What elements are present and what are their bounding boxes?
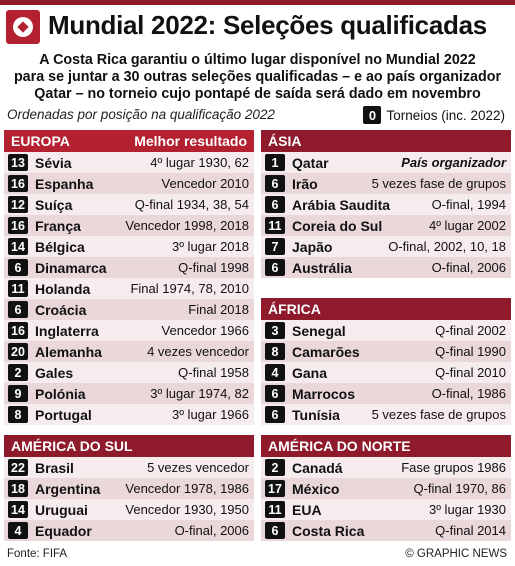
panel-america-norte bbox=[261, 435, 511, 541]
best-result: Vencedor 1930, 1950 bbox=[125, 502, 249, 517]
tournament-count-badge: 6 bbox=[265, 385, 285, 402]
panel-africa bbox=[261, 298, 511, 425]
team-row bbox=[261, 383, 511, 404]
team-row bbox=[4, 152, 254, 173]
tournament-count-badge: 22 bbox=[8, 459, 28, 476]
best-result: O-final, 2006 bbox=[174, 523, 249, 538]
team-row bbox=[261, 362, 511, 383]
team-row bbox=[261, 404, 511, 425]
team-name: Camarões bbox=[292, 343, 360, 360]
team-name: Austrália bbox=[292, 259, 352, 276]
best-result: 3º lugar 2018 bbox=[171, 239, 249, 254]
team-name: Dinamarca bbox=[35, 259, 107, 276]
top-bar bbox=[0, 0, 515, 5]
best-result: 3º lugar 1966 bbox=[171, 407, 249, 422]
page-title: Mundial 2022: Seleções qualificadas bbox=[48, 10, 487, 40]
team-name: Croácia bbox=[35, 301, 87, 318]
best-result: Q-final 1970, 86 bbox=[413, 481, 506, 496]
team-name: Japão bbox=[292, 238, 333, 255]
tournament-count-badge: 1 bbox=[265, 154, 285, 171]
team-row bbox=[4, 299, 254, 320]
tournament-count-badge: 6 bbox=[8, 259, 28, 276]
team-name: Espanha bbox=[35, 175, 94, 192]
team-name: Brasil bbox=[35, 459, 74, 476]
best-result: Final 1974, 78, 2010 bbox=[130, 281, 249, 296]
intro-text bbox=[0, 52, 515, 103]
best-result: Q-final 1998 bbox=[178, 260, 249, 275]
tournament-count-badge: 8 bbox=[8, 406, 28, 423]
team-list bbox=[261, 152, 511, 278]
team-row bbox=[4, 520, 254, 541]
tournament-count-badge: 2 bbox=[8, 364, 28, 381]
team-name: Tunísia bbox=[292, 406, 340, 423]
best-result: Final 2018 bbox=[188, 302, 249, 317]
team-row bbox=[261, 215, 511, 236]
team-row bbox=[4, 478, 254, 499]
tournament-count-badge: 6 bbox=[265, 196, 285, 213]
tournament-count-badge: 11 bbox=[8, 280, 28, 297]
tournament-count-badge: 6 bbox=[265, 175, 285, 192]
column-title: Melhor resultado bbox=[134, 133, 247, 149]
team-row bbox=[261, 457, 511, 478]
panel-europa bbox=[4, 130, 254, 425]
team-name: Holanda bbox=[35, 280, 91, 297]
team-name: Inglaterra bbox=[35, 322, 99, 339]
panel-title: AMÉRICA DO NORTE bbox=[268, 438, 411, 454]
team-row bbox=[4, 278, 254, 299]
team-row bbox=[4, 257, 254, 278]
best-result: Q-final 1934, 38, 54 bbox=[134, 197, 249, 212]
team-name: Suíça bbox=[35, 196, 73, 213]
tournament-count-badge: 4 bbox=[8, 522, 28, 539]
source: Fonte: FIFA bbox=[7, 548, 68, 560]
best-result: O-final, 1986 bbox=[431, 386, 506, 401]
team-row bbox=[4, 194, 254, 215]
panel-header bbox=[4, 435, 254, 457]
best-result: 5 vezes vencedor bbox=[147, 460, 249, 475]
team-name: Uruguai bbox=[35, 501, 88, 518]
best-result: Fase grupos 1986 bbox=[401, 460, 506, 475]
team-row bbox=[261, 257, 511, 278]
panel-title: ÁFRICA bbox=[268, 301, 321, 317]
team-name: Coreia do Sul bbox=[292, 217, 383, 234]
best-result: Vencedor 1966 bbox=[161, 323, 249, 338]
legend-label: Torneios (inc. 2022) bbox=[386, 107, 505, 123]
credit: © GRAPHIC NEWS bbox=[405, 548, 507, 560]
team-row bbox=[4, 457, 254, 478]
team-row bbox=[4, 236, 254, 257]
tournament-count-badge: 14 bbox=[8, 238, 28, 255]
tournament-count-badge: 18 bbox=[8, 480, 28, 497]
tournament-count-badge: 4 bbox=[265, 364, 285, 381]
best-result: 4º lugar 1930, 62 bbox=[150, 155, 249, 170]
team-name: Canadá bbox=[292, 459, 343, 476]
best-result: 3º lugar 1974, 82 bbox=[150, 386, 249, 401]
panel-header bbox=[261, 435, 511, 457]
best-result: Vencedor 1998, 2018 bbox=[125, 218, 249, 233]
best-result: Vencedor 1978, 1986 bbox=[125, 481, 249, 496]
team-row bbox=[261, 152, 511, 173]
team-name: Bélgica bbox=[35, 238, 85, 255]
team-row bbox=[261, 520, 511, 541]
panel-header bbox=[261, 130, 511, 152]
tournament-count-badge: 6 bbox=[8, 301, 28, 318]
tournament-count-badge: 16 bbox=[8, 322, 28, 339]
team-row bbox=[4, 320, 254, 341]
intro-line: Qatar – no torneio cujo pontapé de saída será dado em novembro bbox=[34, 86, 481, 102]
team-name: Gales bbox=[35, 364, 74, 381]
best-result: Q-final 2014 bbox=[435, 523, 506, 538]
best-result: O-final, 2006 bbox=[431, 260, 506, 275]
team-row bbox=[4, 173, 254, 194]
tournament-count-badge: 6 bbox=[265, 522, 285, 539]
tournament-count-badge: 13 bbox=[8, 154, 28, 171]
team-name: Portugal bbox=[35, 406, 92, 423]
panel-header bbox=[4, 130, 254, 152]
intro-line: A Costa Rica garantiu o último lugar disponível no Mundial 2022 bbox=[39, 52, 476, 68]
best-result: O-final, 2002, 10, 18 bbox=[388, 239, 506, 254]
team-name: Costa Rica bbox=[292, 522, 365, 539]
tournament-count-badge: 16 bbox=[8, 175, 28, 192]
team-row bbox=[261, 341, 511, 362]
best-result: 4º lugar 2002 bbox=[428, 218, 506, 233]
panel-america-sul bbox=[4, 435, 254, 541]
team-name: México bbox=[292, 480, 340, 497]
team-row bbox=[261, 478, 511, 499]
team-list bbox=[4, 152, 254, 425]
team-row bbox=[261, 236, 511, 257]
best-result: Q-final 1958 bbox=[178, 365, 249, 380]
tournament-count-badge: 9 bbox=[8, 385, 28, 402]
legend bbox=[363, 106, 505, 124]
team-name: França bbox=[35, 217, 81, 234]
best-result: O-final, 1994 bbox=[431, 197, 506, 212]
team-list bbox=[261, 457, 511, 541]
panel-title: EUROPA bbox=[11, 133, 70, 149]
tournament-count-badge: 8 bbox=[265, 343, 285, 360]
best-result: 5 vezes fase de grupos bbox=[371, 176, 506, 191]
tournament-count-badge: 16 bbox=[8, 217, 28, 234]
best-result: 4 vezes vencedor bbox=[147, 344, 249, 359]
team-name: Equador bbox=[35, 522, 92, 539]
intro-line: para se juntar a 30 outras seleções qualificadas – e ao país organizador bbox=[13, 69, 502, 85]
tournament-count-badge: 2 bbox=[265, 459, 285, 476]
team-row bbox=[261, 194, 511, 215]
tournament-count-badge: 7 bbox=[265, 238, 285, 255]
team-row bbox=[4, 341, 254, 362]
tournament-count-badge: 3 bbox=[265, 322, 285, 339]
team-name: Senegal bbox=[292, 322, 346, 339]
panel-title: AMÉRICA DO SUL bbox=[11, 438, 133, 454]
tournament-count-badge: 6 bbox=[265, 259, 285, 276]
world-cup-logo-icon bbox=[6, 10, 40, 44]
best-result: País organizador bbox=[401, 155, 506, 170]
best-result: 3º lugar 1930 bbox=[428, 502, 506, 517]
tournament-count-badge: 14 bbox=[8, 501, 28, 518]
team-name: Marrocos bbox=[292, 385, 356, 402]
team-name: Sévia bbox=[35, 154, 72, 171]
team-row bbox=[261, 173, 511, 194]
team-name: Polónia bbox=[35, 385, 86, 402]
tournament-count-badge: 11 bbox=[265, 501, 285, 518]
legend-box: 0 bbox=[363, 106, 381, 124]
team-list bbox=[261, 320, 511, 425]
team-row bbox=[261, 320, 511, 341]
team-row bbox=[4, 383, 254, 404]
tournament-count-badge: 20 bbox=[8, 343, 28, 360]
panel-header bbox=[261, 298, 511, 320]
team-name: Arábia Saudita bbox=[292, 196, 391, 213]
team-row bbox=[4, 215, 254, 236]
best-result: Vencedor 2010 bbox=[161, 176, 249, 191]
panel-title: ÁSIA bbox=[268, 133, 302, 149]
tournament-count-badge: 12 bbox=[8, 196, 28, 213]
tournament-count-badge: 6 bbox=[265, 406, 285, 423]
subtitle: Ordenadas por posição na qualificação 2022 bbox=[7, 107, 275, 122]
panel-asia bbox=[261, 130, 511, 278]
best-result: Q-final 2010 bbox=[435, 365, 506, 380]
header bbox=[0, 8, 515, 46]
team-name: Gana bbox=[292, 364, 328, 381]
team-name: Irão bbox=[292, 175, 318, 192]
team-row bbox=[4, 404, 254, 425]
best-result: Q-final 2002 bbox=[435, 323, 506, 338]
team-name: Argentina bbox=[35, 480, 101, 497]
tournament-count-badge: 17 bbox=[265, 480, 285, 497]
team-list bbox=[4, 457, 254, 541]
team-name: Qatar bbox=[292, 154, 329, 171]
tournament-count-badge: 11 bbox=[265, 217, 285, 234]
best-result: 5 vezes fase de grupos bbox=[371, 407, 506, 422]
team-name: Alemanha bbox=[35, 343, 102, 360]
team-row bbox=[261, 499, 511, 520]
team-row bbox=[4, 362, 254, 383]
team-name: EUA bbox=[292, 501, 322, 518]
team-row bbox=[4, 499, 254, 520]
best-result: Q-final 1990 bbox=[435, 344, 506, 359]
